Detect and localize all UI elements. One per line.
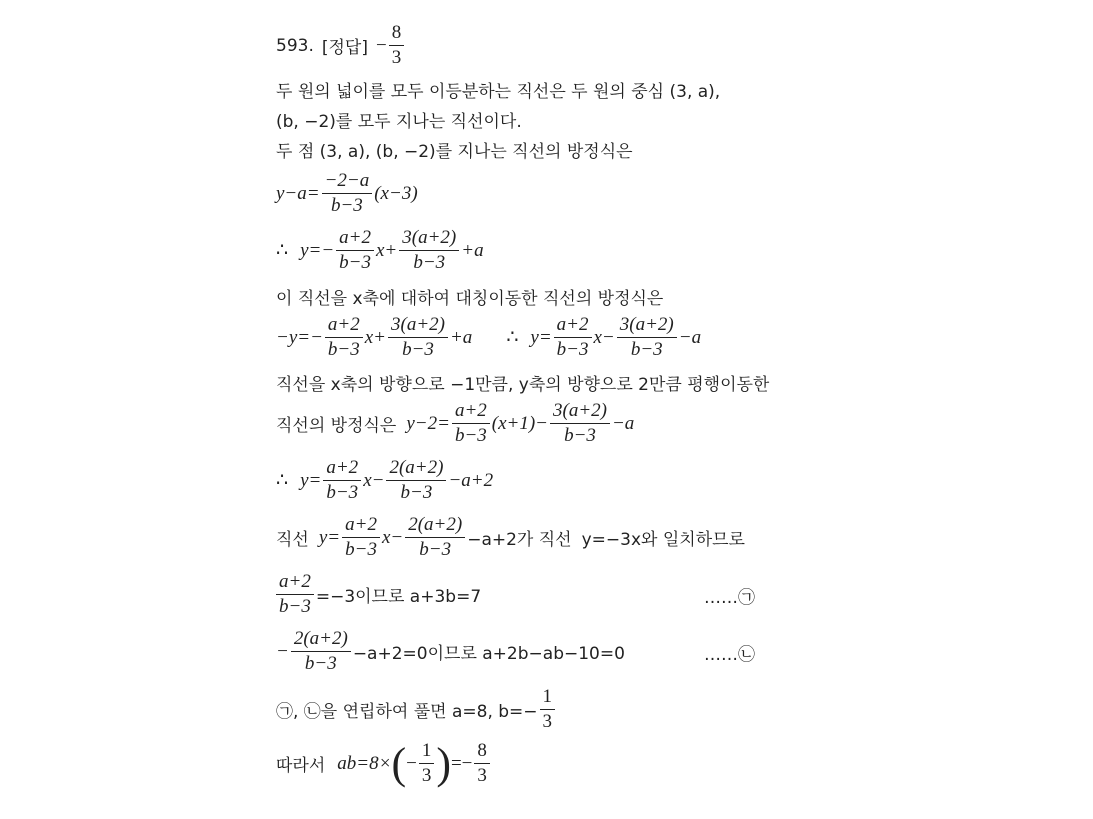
eq8-xminus: x− (381, 526, 404, 548)
right-paren: ) (436, 738, 451, 788)
eq3-frac-1-num: a+2 (325, 314, 363, 338)
eq6-minus-a: −a (611, 412, 635, 434)
eq3b-frac-1-num: a+2 (554, 314, 592, 338)
p8-mid: −a+2가 직선 (467, 530, 572, 550)
therefore-symbol: ∴ (276, 240, 289, 261)
paragraph-5: 직선을 x축의 방향으로 −1만큼, y축의 방향으로 2만큼 평행이동한 (276, 375, 770, 395)
equation-line-translated (276, 400, 634, 447)
eq3-frac-2 (388, 314, 448, 361)
eq8-frac-2-den: b−3 (419, 539, 452, 560)
p12-neg: − (406, 752, 417, 774)
p10-tail: −a+2=0이므로 a+2b−ab−10=0 (352, 644, 625, 664)
equation-line-match (276, 514, 745, 561)
left-paren: ( (391, 738, 407, 788)
eq3-plus-a: +a (449, 326, 473, 348)
eq2-frac-2-num: 3(a+2) (399, 227, 459, 251)
eq12-frac-2-den: 3 (477, 765, 487, 786)
eq3-frac-2-num: 3(a+2) (388, 314, 448, 338)
eq3b-minus-a: −a (678, 326, 702, 348)
eq7-frac-2-num: 2(a+2) (386, 457, 446, 481)
therefore-symbol-3: ∴ (276, 470, 289, 491)
eq11-frac-num: 1 (540, 686, 556, 710)
paragraph-2: (b, −2)를 모두 지나는 직선이다. (276, 112, 522, 132)
eq3-frac-2-den: b−3 (402, 339, 434, 360)
p11-text: ㉠, ㉡을 연립하여 풀면 a=8, b=− (276, 702, 538, 722)
answer-numerator: 8 (389, 22, 405, 46)
equation-line-reflected (276, 314, 701, 361)
answer-fraction (389, 22, 405, 69)
final-answer-line (276, 740, 492, 787)
p8-lead: 직선 (276, 530, 309, 550)
paragraph-4: 이 직선을 x축에 대하여 대칭이동한 직선의 방정식은 (276, 289, 664, 309)
eq3-frac-1-den: b−3 (327, 339, 360, 360)
eq6-mid: (x+1)− (491, 412, 548, 434)
eq7-tail: −a+2 (448, 469, 494, 491)
eq3b-frac-2-den: b−3 (630, 339, 663, 360)
problem-number: 593. (276, 35, 314, 56)
eq6-frac-2-num: 3(a+2) (550, 400, 610, 424)
eq12-frac-1-num: 1 (419, 740, 435, 764)
eq1-numerator: −2−a (322, 170, 373, 194)
eq1-fraction (322, 170, 373, 217)
eq11-frac (540, 686, 556, 733)
eq3-lhs: −y=− (276, 326, 323, 348)
eq1-rhs: (x−3) (374, 182, 418, 204)
eq10-lead: − (276, 640, 289, 662)
eq3b-lhs: y= (530, 326, 552, 348)
eq6-lhs: y−2= (406, 412, 450, 434)
eq2-frac-1-num: a+2 (336, 227, 374, 251)
eq10-frac (291, 628, 351, 675)
eq2-frac-1 (336, 227, 374, 274)
equation-line-result (276, 457, 493, 504)
p12-expr: ab=8× (337, 752, 392, 774)
paragraph-1: 두 원의 넓이를 모두 이등분하는 직선은 두 원의 중심 (3, a), (276, 82, 721, 102)
eq8-frac-2-num: 2(a+2) (405, 514, 465, 538)
equation-line-y (276, 227, 484, 274)
eq8-frac-2 (405, 514, 465, 561)
eq6-frac-2-den: b−3 (564, 425, 596, 446)
eq12-frac-1 (419, 740, 435, 787)
eq6-frac-1-den: b−3 (454, 425, 487, 446)
equation-line-slope (276, 170, 418, 217)
eq9-frac-den: b−3 (279, 596, 311, 617)
p8-tail: y=−3x와 일치하므로 (581, 530, 745, 550)
equation-mark-2: ……㉡ (704, 645, 755, 665)
eq6-frac-1 (452, 400, 490, 447)
p6-lead: 직선의 방정식은 (276, 416, 397, 436)
eq2-xplus: x+ (376, 239, 398, 261)
eq3b-frac-1 (554, 314, 592, 361)
eq1-lhs: y−a= (276, 182, 320, 204)
eq10-frac-num: 2(a+2) (291, 628, 351, 652)
equation-line-slope-cond (276, 571, 481, 618)
paragraph-3: 두 점 (3, a), (b, −2)를 지나는 직선의 방정식은 (276, 142, 633, 162)
p9-tail: =−3이므로 a+3b=7 (315, 587, 482, 607)
eq2-frac-2 (399, 227, 459, 274)
eq3b-frac-1-den: b−3 (556, 339, 589, 360)
eq3b-xminus: x− (593, 326, 615, 348)
eq7-frac-1 (323, 457, 361, 504)
eq7-frac-2-den: b−3 (400, 482, 433, 503)
eq9-frac-num: a+2 (276, 571, 314, 595)
answer-denominator: 3 (391, 47, 402, 68)
eq8-frac-1-num: a+2 (342, 514, 380, 538)
equation-line-intercept-cond (276, 628, 625, 675)
eq2-plus-a: +a (461, 239, 484, 261)
eq11-frac-den: 3 (542, 711, 553, 732)
problem-header (276, 22, 406, 69)
answer-sign: − (375, 34, 387, 56)
eq7-frac-1-den: b−3 (326, 482, 359, 503)
eq12-frac-1-den: 3 (421, 765, 432, 786)
eq3-frac-1 (325, 314, 363, 361)
eq8-frac-1 (342, 514, 380, 561)
answer-tag: [정답] (321, 38, 368, 58)
eq12-frac-2-num: 8 (474, 740, 490, 764)
p12-tail: =− (450, 752, 473, 774)
eq2-frac-2-den: b−3 (413, 252, 446, 273)
eq3-xplus: x+ (364, 326, 386, 348)
equation-mark-1: ……㉠ (704, 588, 755, 608)
eq7-frac-2 (386, 457, 446, 504)
eq8-lhs: y= (318, 526, 341, 548)
eq6-frac-1-num: a+2 (452, 400, 490, 424)
eq7-xminus: x− (363, 469, 385, 491)
eq7-frac-1-num: a+2 (323, 457, 361, 481)
eq8-frac-1-den: b−3 (345, 539, 377, 560)
eq9-frac (276, 571, 314, 618)
eq7-lhs: y= (300, 469, 322, 491)
eq6-frac-2 (550, 400, 610, 447)
eq10-frac-den: b−3 (304, 653, 337, 674)
eq3b-frac-2-num: 3(a+2) (617, 314, 677, 338)
eq3b-frac-2 (617, 314, 677, 361)
solution-line (276, 686, 557, 733)
eq12-frac-2 (474, 740, 490, 787)
p12-lead: 따라서 (276, 756, 326, 776)
eq1-denominator: b−3 (330, 195, 363, 216)
eq2-frac-1-den: b−3 (339, 252, 371, 273)
therefore-symbol-2: ∴ (506, 327, 519, 348)
eq2-lhs: y=− (300, 239, 335, 261)
